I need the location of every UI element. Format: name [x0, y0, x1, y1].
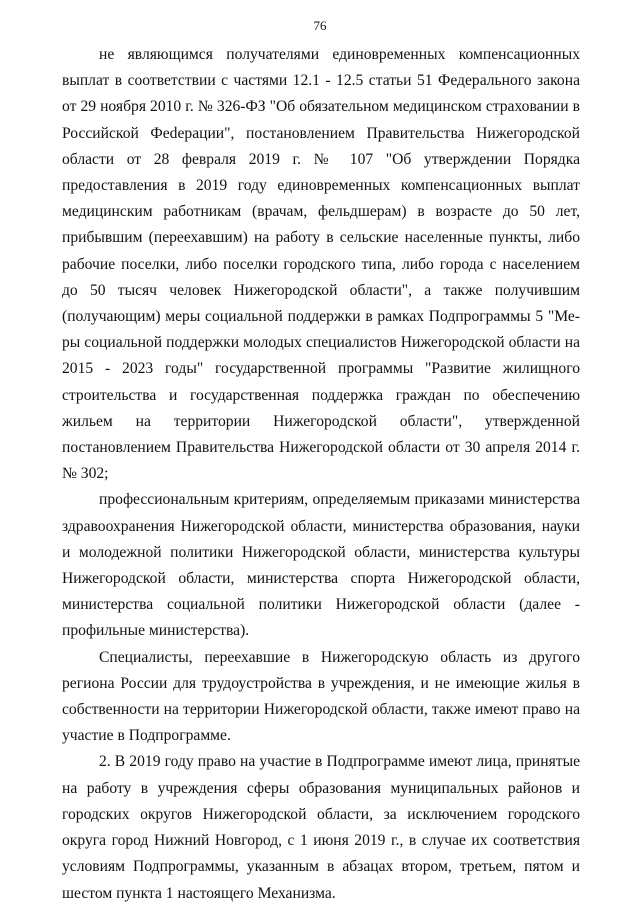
paragraph-professional-criteria: профессиональным критериям, определяемым приказами министерства здравоохранения Нижегородской области, министерства образования, науки и молодежной политики Нижегородской области, министерства культуры Нижегородской области, министерства спорта Нижегородской области, министерства социальной политики Нижегородской области (далее - профильные министерства).	[62, 491, 580, 640]
paragraph-item-2-education: 2. В 2019 году право на участие в Подпрограмме имеют лица, принятые на работу в учреждения сферы образования муниципальных районов и городских округов Нижегородской области, за исключением городского округа город Нижний Новгород, с 1 июня 2019 г., в случае их соответствия условиям Подпрограммы, указанным в абзацах втором, третьем, пятом и шестом пункта 1 настоящего Механизма.	[62, 753, 580, 902]
paragraph-recipients-continuation: не являющимся получателями единовременных компенсационных выплат в соответствии с частями 12.1 - 12.5 статьи 51 Федерального закона от 29 ноября 2010 г. № 326-ФЗ "Об обязательном медицинском страховании в Российской Феdерации", постановлением Правительства Нижегородской области от 28 февраля 2019 г. № 107 "Об утверждении Порядка предоставления в 2019 году единовременных компенсационных выплат медицинским работникам (врачам, фельдшерам) в возрасте до 50 лет, прибывшим (переехавшим) на работу в сельские населенные пункты, либо рабочие поселки, либо поселки городского типа, либо города с населением до 50 тысяч человек Нижегородской области", а также получившим (получающим) меры социальной поддержки в рамках Подпрограммы 5 "Меры социальной поддержки молодых специалистов Нижегородской области на 2015 - 2023 годы" государственной программы "Развитие жилищного строительства и государственная поддержка граждан по обеспечению жильем на территории Нижегородской области", утвержденной постановлением Правительства Нижегородской области от 30 апреля 2014 г. № 302;	[62, 46, 580, 483]
paragraph-relocated-specialists: Специалисты, переехавшие в Нижегородскую область из другого региона России для трудоустройства в учреждения, и не имеющие жилья в собственности на территории Нижегородской области, также имеют право на участие в Подпрограмме.	[62, 648, 580, 745]
page-number: 76	[313, 18, 327, 33]
document-body	[62, 42, 580, 907]
